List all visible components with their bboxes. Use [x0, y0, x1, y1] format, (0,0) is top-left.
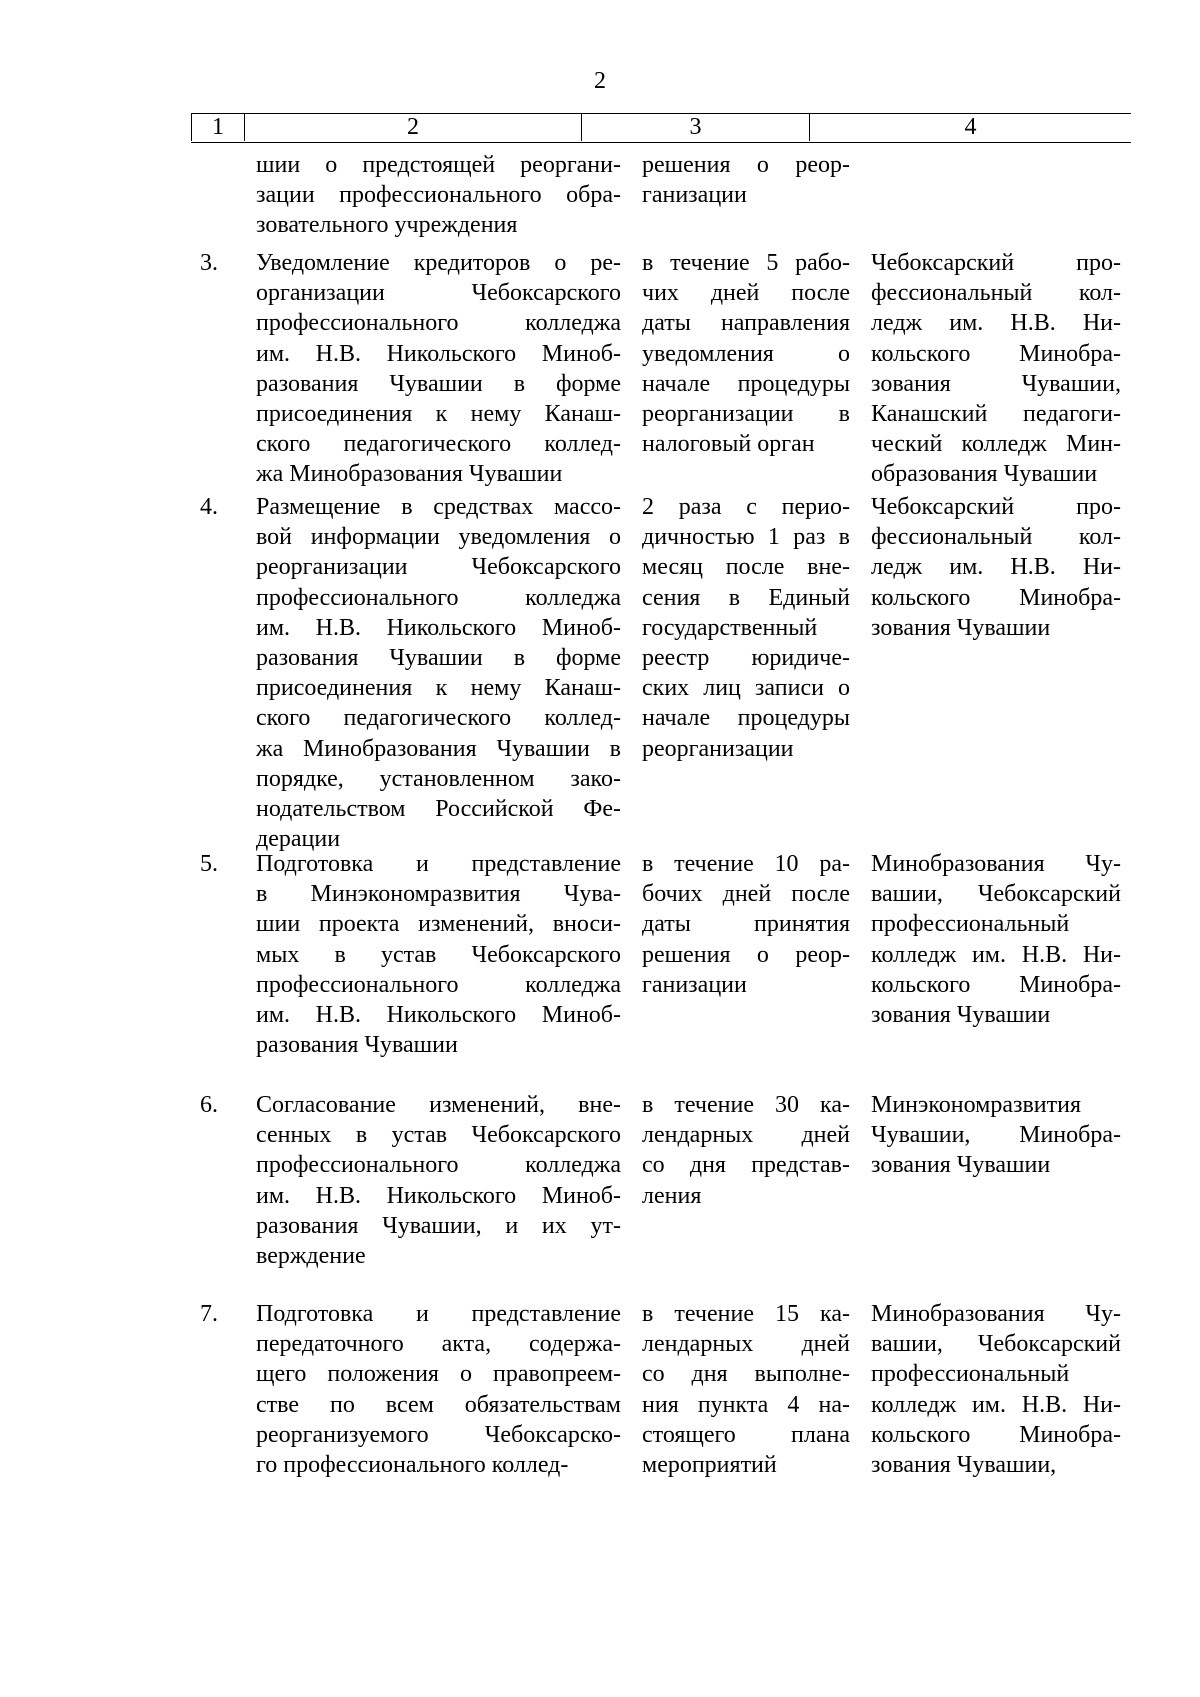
action-cell-line: в Минэкономразвития Чува- — [256, 881, 621, 908]
term-cell — [642, 150, 850, 210]
action-cell — [256, 150, 621, 241]
action-cell-line: порядке, установленном зако- — [256, 765, 621, 792]
term-cell-line: ганизации — [642, 182, 747, 209]
responsible-cell-line: Минобразования Чу- — [871, 851, 1121, 877]
term-cell-line: 2 раза с перио- — [642, 494, 850, 520]
action-cell-line: сенных в устав Чебоксарского — [256, 1122, 621, 1149]
term-cell-line: стоящего плана — [642, 1421, 850, 1448]
table-header — [191, 113, 1131, 143]
term-cell-line: ганизации — [642, 971, 747, 998]
responsible-cell-line: фессиональный кол- — [871, 280, 1121, 307]
responsible-cell-line: зования Чувашии — [871, 1152, 1051, 1179]
term-cell — [642, 1299, 850, 1480]
responsible-cell-line: Минэкономразвития — [871, 1092, 1082, 1118]
action-cell-line: профессионального колледжа — [256, 971, 621, 998]
action-cell-line: передаточного акта, содержа- — [256, 1331, 621, 1358]
action-cell — [256, 492, 621, 854]
action-cell-line: го профессионального коллед- — [256, 1451, 569, 1478]
action-cell-line: верждение — [256, 1242, 366, 1269]
term-cell-line: ния пункта 4 на- — [642, 1391, 850, 1418]
action-cell-line: Размещение в средствах массо- — [256, 494, 621, 520]
action-cell-line: ского педагогического коллед- — [256, 705, 621, 732]
action-cell-line: профессионального колледжа — [256, 584, 621, 611]
responsible-cell-line: Чебоксарский про- — [871, 250, 1121, 276]
action-cell-line: мых в устав Чебоксарского — [256, 941, 621, 968]
responsible-cell-line: вашии, Чебоксарский — [871, 881, 1121, 908]
action-cell-line: присоединения к нему Канаш- — [256, 400, 621, 427]
term-cell-line: реестр юридиче- — [642, 644, 850, 671]
term-cell-line: лендарных дней — [642, 1331, 850, 1358]
term-cell-line: уведомления о — [642, 340, 850, 367]
action-cell-line: Подготовка и представление — [256, 1301, 621, 1327]
term-cell-line: начале процедуры — [642, 705, 850, 732]
responsible-cell — [871, 1090, 1121, 1181]
action-cell-line: им. Н.В. Никольского Миноб- — [256, 340, 621, 367]
action-cell-line: щего положения о правопреем- — [256, 1361, 621, 1388]
action-cell — [256, 1299, 621, 1480]
responsible-cell-line: профессиональный — [871, 911, 1070, 938]
action-cell-line: им. Н.В. Никольского Миноб- — [256, 1001, 621, 1028]
action-cell-line: жа Минобразования Чувашии в — [256, 735, 621, 762]
term-cell-line: в течение 10 ра- — [642, 851, 850, 877]
action-cell-line: зации профессионального обра- — [256, 182, 621, 209]
action-cell-line: Согласование изменений, вне- — [256, 1092, 621, 1118]
term-cell-line: начале процедуры — [642, 370, 850, 397]
responsible-cell-line: кольского Минобра- — [871, 1421, 1121, 1448]
action-cell-line: разования Чувашии в форме — [256, 644, 621, 671]
responsible-cell-line: колледж им. Н.В. Ни- — [871, 941, 1121, 968]
term-cell-line: ления — [642, 1182, 702, 1209]
responsible-cell-line: Чувашии, Минобра- — [871, 1122, 1121, 1149]
term-cell-line: налоговый орган — [642, 431, 815, 458]
action-cell — [256, 248, 621, 490]
term-cell — [642, 1090, 850, 1211]
action-cell-line: им. Н.В. Никольского Миноб- — [256, 1182, 621, 1209]
action-cell — [256, 849, 621, 1060]
term-cell-line: в течение 5 рабо- — [642, 250, 850, 276]
action-cell-line: Подготовка и представление — [256, 851, 621, 877]
term-cell — [642, 248, 850, 459]
action-cell-line: реорганизации Чебоксарского — [256, 554, 621, 581]
header-col-2: 2 — [245, 114, 582, 141]
responsible-cell-line: фессиональный кол- — [871, 524, 1121, 551]
responsible-cell-line: Канашский педагоги- — [871, 400, 1121, 427]
action-cell-line: присоединения к нему Канаш- — [256, 675, 621, 702]
action-cell-line: нодательством Российской Фе- — [256, 795, 621, 822]
term-cell-line: бочих дней после — [642, 881, 850, 908]
action-cell-line: шии проекта изменений, вноси- — [256, 911, 621, 938]
term-cell-line: в течение 30 ка- — [642, 1092, 850, 1118]
header-col-1: 1 — [191, 114, 245, 141]
action-cell-line: дерации — [256, 826, 341, 853]
responsible-cell-line: зования Чувашии — [871, 1001, 1051, 1028]
row-number: 3. — [200, 250, 218, 276]
action-cell-line: профессионального колледжа — [256, 310, 621, 337]
term-cell-line: даты направления — [642, 310, 850, 337]
action-cell-line: разования Чувашии в форме — [256, 370, 621, 397]
row-number: 5. — [200, 851, 218, 877]
action-cell-line: жа Минобразования Чувашии — [256, 461, 563, 488]
responsible-cell — [871, 492, 1121, 643]
action-cell-line: им. Н.В. Никольского Миноб- — [256, 614, 621, 641]
action-cell-line: разования Чувашии — [256, 1032, 458, 1059]
row-number: 7. — [200, 1301, 218, 1327]
term-cell-line: дичностью 1 раз в — [642, 524, 850, 551]
action-cell-line: Уведомление кредиторов о ре- — [256, 250, 621, 276]
responsible-cell-line: колледж им. Н.В. Ни- — [871, 1391, 1121, 1418]
term-cell-line: реорганизации в — [642, 400, 850, 427]
responsible-cell-line: ческий колледж Мин- — [871, 431, 1121, 458]
action-cell — [256, 1090, 621, 1271]
action-cell-line: профессионального колледжа — [256, 1152, 621, 1179]
action-cell-line: организации Чебоксарского — [256, 280, 621, 307]
term-cell-line: мероприятий — [642, 1451, 777, 1478]
header-col-4: 4 — [964, 114, 977, 140]
responsible-cell-line: ледж им. Н.В. Ни- — [871, 310, 1121, 337]
row-number: 6. — [200, 1092, 218, 1118]
term-cell — [642, 492, 850, 764]
term-cell-line: чих дней после — [642, 280, 850, 307]
responsible-cell — [871, 849, 1121, 1030]
page-number: 2 — [594, 68, 606, 94]
term-cell-line: лендарных дней — [642, 1122, 850, 1149]
action-cell-line: реорганизуемого Чебоксарско- — [256, 1421, 621, 1448]
responsible-cell-line: образования Чувашии — [871, 461, 1098, 488]
action-cell-line: зовательного учреждения — [256, 212, 518, 239]
action-cell-line: вой информации уведомления о — [256, 524, 621, 551]
term-cell-line: решения о реор- — [642, 941, 850, 968]
responsible-cell-line: зования Чувашии, — [871, 1451, 1057, 1478]
action-cell-line: стве по всем обязательствам — [256, 1391, 621, 1418]
responsible-cell-line: зования Чувашии — [871, 614, 1051, 641]
term-cell-line: даты принятия — [642, 911, 850, 938]
term-cell-line: в течение 15 ка- — [642, 1301, 850, 1327]
term-cell-line: месяц после вне- — [642, 554, 850, 581]
term-cell-line: сения в Единый — [642, 584, 850, 611]
term-cell-line: со дня выполне- — [642, 1361, 850, 1388]
term-cell — [642, 849, 850, 1000]
responsible-cell-line: кольского Минобра- — [871, 584, 1121, 611]
responsible-cell — [871, 248, 1121, 490]
responsible-cell-line: вашии, Чебоксарский — [871, 1331, 1121, 1358]
action-cell-line: разования Чувашии, и их ут- — [256, 1212, 621, 1239]
term-cell-line: ских лиц записи о — [642, 675, 850, 702]
responsible-cell-line: кольского Минобра- — [871, 971, 1121, 998]
action-cell-line: шии о предстоящей реоргани- — [256, 152, 621, 178]
responsible-cell-line: зования Чувашии, — [871, 370, 1121, 397]
responsible-cell — [871, 1299, 1121, 1480]
term-cell-line: решения о реор- — [642, 152, 850, 178]
responsible-cell-line: профессиональный — [871, 1361, 1070, 1388]
header-col-3: 3 — [582, 114, 810, 141]
term-cell-line: реорганизации — [642, 735, 794, 762]
action-cell-line: ского педагогического коллед- — [256, 431, 621, 458]
row-number: 4. — [200, 494, 218, 520]
responsible-cell-line: кольского Минобра- — [871, 340, 1121, 367]
term-cell-line: государственный — [642, 614, 818, 641]
responsible-cell-line: ледж им. Н.В. Ни- — [871, 554, 1121, 581]
responsible-cell-line: Минобразования Чу- — [871, 1301, 1121, 1327]
responsible-cell-line: Чебоксарский про- — [871, 494, 1121, 520]
term-cell-line: со дня представ- — [642, 1152, 850, 1179]
